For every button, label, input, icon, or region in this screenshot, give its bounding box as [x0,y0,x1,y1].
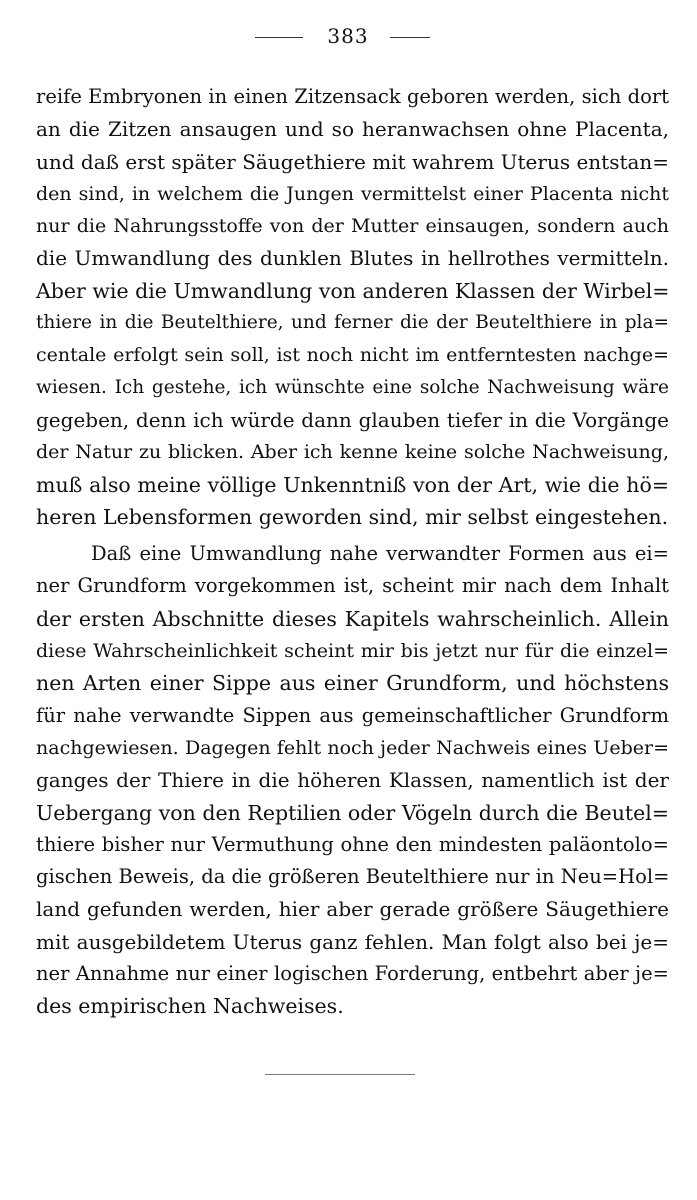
text-line: nen Arten einer Sippe aus einer Grundform, und höchstens [36,671,669,696]
text-line: des empirischen Nachweises. [36,994,344,1019]
text-line: ner Annahme nur einer logischen Forderung, entbehrt aber je= [36,962,669,986]
text-line: Daß eine Umwandlung nahe verwandter Formen aus ei= [91,542,669,566]
text-line: land gefunden werden, hier aber gerade größere Säugethiere [36,897,669,922]
text-line: thiere in die Beutelthiere, und ferner die der Beutelthiere in pla= [36,312,669,334]
text-line: diese Wahrscheinlichkeit scheint mir bis jetzt nur für die einzel= [36,640,669,663]
text-line: mit ausgebildetem Uterus ganz fehlen. Man folgt also bei je= [36,929,669,954]
text-line: reife Embryonen in einen Zitzensack geboren werden, sich dort [36,85,669,108]
text-line: heren Lebensformen geworden sind, mir selbst eingestehen. [36,504,669,529]
text-line: ganges der Thiere in die höheren Klassen, namentlich ist der [36,768,669,793]
page-number: 383 [327,24,369,48]
text-line: wiesen. Ich gestehe, ich wünschte eine solche Nachweisung wäre [36,376,669,398]
page-header [0,22,697,52]
header-rule-left [255,37,303,38]
text-line: nur die Nahrungsstoffe von der Mutter einsaugen, sondern auch [36,215,669,238]
text-line: der ersten Abschnitte dieses Kapitels wahrscheinlich. Allein [36,606,669,631]
text-line: an die Zitzen ansaugen und so heranwachsen ohne Placenta, [36,117,669,142]
paragraph-2 [36,538,669,1022]
text-line: gegeben, denn ich würde dann glauben tiefer in die Vorgänge [36,407,669,432]
body-text [36,81,669,1023]
text-line: den sind, in welchem die Jungen vermittelst einer Placenta nicht [36,182,669,205]
text-line: für nahe verwandte Sippen aus gemeinschaftlicher Grundform [36,703,669,727]
paragraph-1 [36,81,669,533]
text-line: muß also meine völlige Unkenntniß von der Art, wie die hö= [36,472,669,497]
text-line: die Umwandlung des dunklen Blutes in hellrothes vermitteln. [36,246,669,271]
text-line: thiere bisher nur Vermuthung ohne den mindesten paläontolo= [36,832,669,856]
footer-rule [265,1074,415,1075]
text-line: nachgewiesen. Dagegen fehlt noch jeder Nachweis eines Ueber= [36,736,669,759]
text-line: ner Grundform vorgekommen ist, scheint mir nach dem Inhalt [36,574,669,598]
text-line: gischen Beweis, da die größeren Beutelthiere nur in Neu=Hol= [36,865,670,889]
text-line: Aber wie die Umwandlung von anderen Klassen der Wirbel= [36,278,670,303]
text-line: Uebergang von den Reptilien oder Vögeln durch die Beutel= [36,800,669,825]
text-line: der Natur zu blicken. Aber ich kenne keine solche Nachweisung, [36,441,669,464]
text-line: und daß erst später Säugethiere mit wahrem Uterus entstan= [36,149,670,174]
text-line: centale erfolgt sein soll, ist noch nicht im entferntesten nachge= [36,344,669,367]
header-rule-right [390,37,430,38]
